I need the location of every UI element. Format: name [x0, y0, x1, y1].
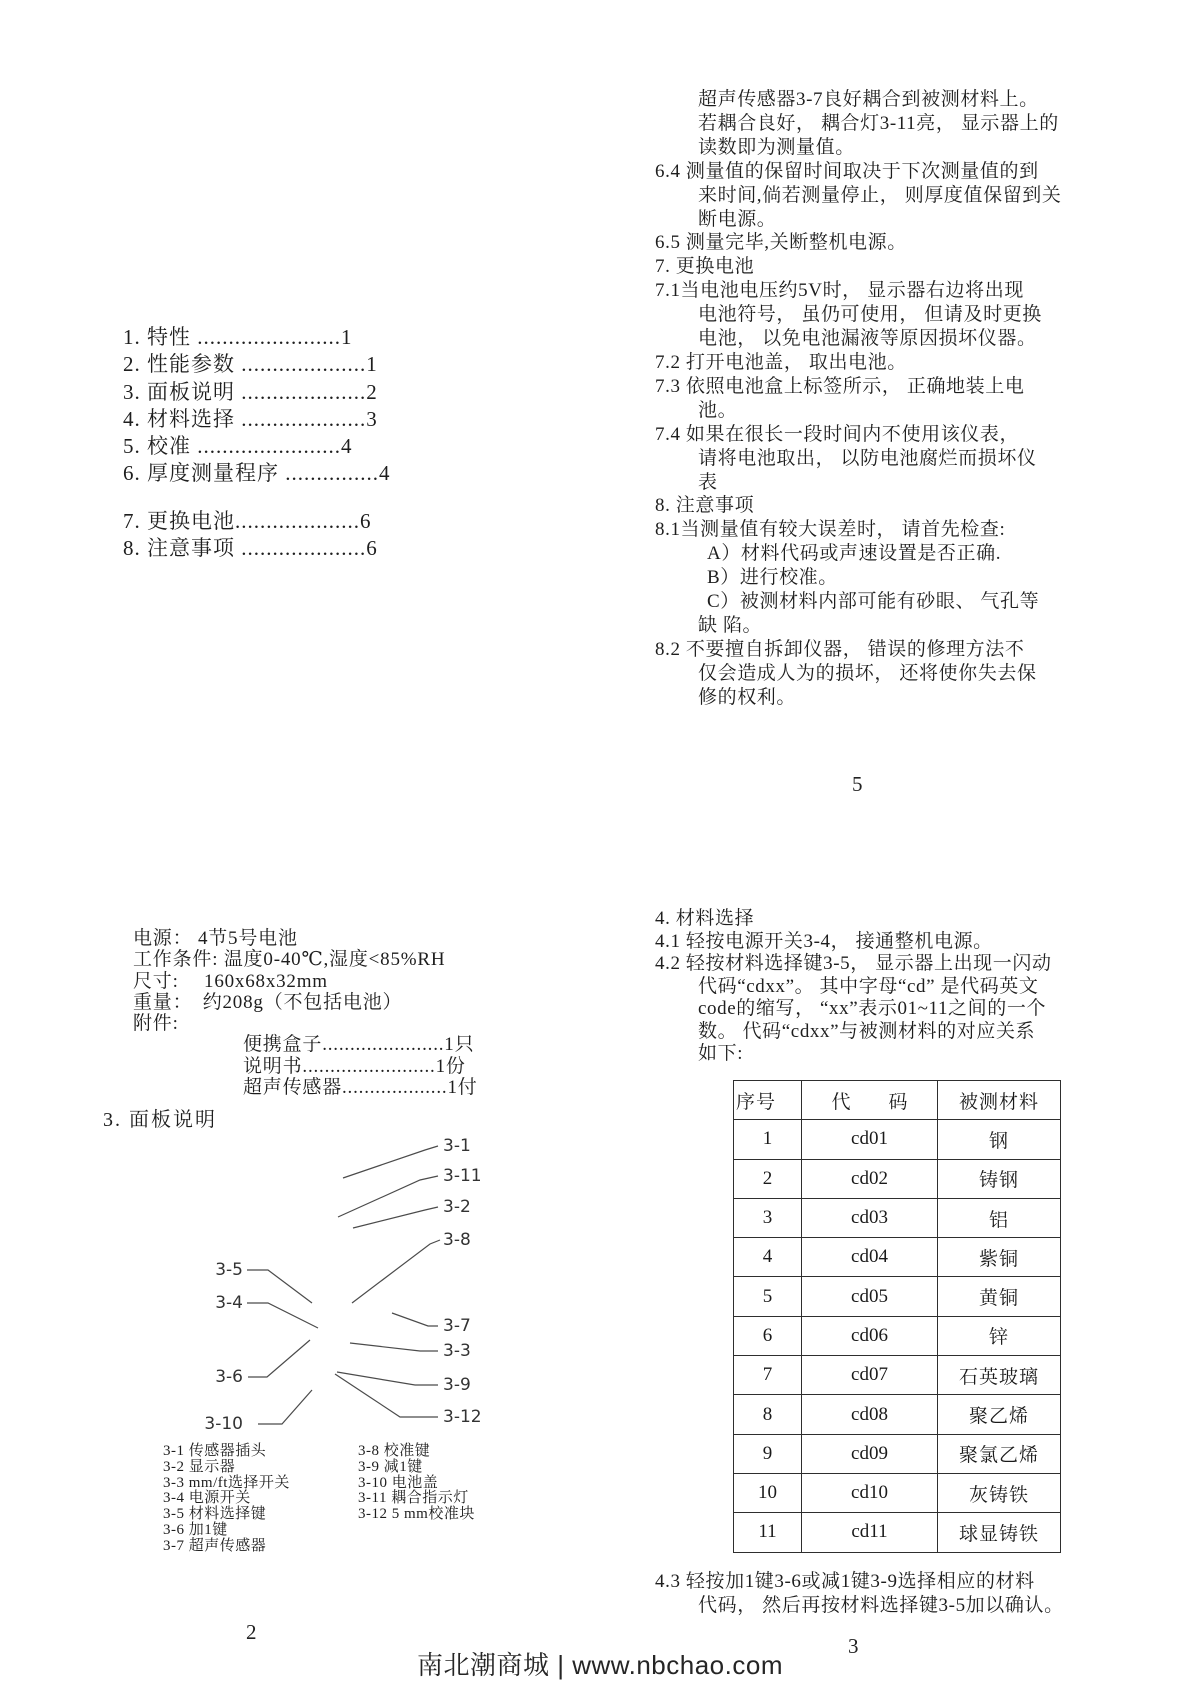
callout-line	[392, 1313, 438, 1326]
toc-item: 1. 特性 .......................1	[123, 325, 353, 349]
legend-item: 3-11 耦合指示灯	[358, 1490, 469, 1507]
header-serial: 序号	[734, 1081, 802, 1120]
callout-label: 3-12	[443, 1407, 482, 1427]
cell-serial: 2	[734, 1159, 802, 1198]
cell-material: 聚乙烯	[938, 1395, 1061, 1434]
text-line: 修的权利。	[698, 686, 797, 708]
text-line: 7. 更换电池	[655, 256, 755, 278]
text-line: B）进行校准。	[707, 567, 838, 589]
cell-serial: 10	[734, 1473, 802, 1512]
cell-material: 紫铜	[938, 1238, 1061, 1277]
cell-material: 铸钢	[938, 1159, 1061, 1198]
cell-serial: 7	[734, 1356, 802, 1395]
material-table-body	[734, 1120, 1061, 1552]
page-number-2: 2	[246, 1620, 257, 1644]
cell-serial: 9	[734, 1434, 802, 1473]
page3-text-block	[600, 908, 1070, 1066]
legend-item: 3-6 加1键	[163, 1521, 228, 1538]
text-line: 池。	[698, 399, 738, 421]
callout-line	[248, 1340, 310, 1377]
text-line: 读数即为测量值。	[698, 136, 855, 158]
spec-line: 附件:	[133, 1013, 179, 1035]
toc-group-1	[123, 324, 391, 488]
callout-line	[258, 1390, 312, 1424]
legend-item: 3-12 5 mm校准块	[358, 1506, 475, 1523]
cell-material: 灰铸铁	[938, 1473, 1061, 1512]
text-line: A）材料代码或声速设置是否正确.	[707, 543, 1002, 565]
legend-item: 3-9 减1键	[358, 1458, 423, 1475]
toc-item: 2. 性能参数 ....................1	[123, 352, 378, 377]
cell-serial: 6	[734, 1316, 802, 1355]
text-line: 表	[698, 471, 718, 493]
toc-group-2	[123, 508, 391, 563]
text-line: 7.3 依照电池盒上标签所示， 正确地装上电	[655, 375, 1025, 397]
cell-material: 黄铜	[938, 1277, 1061, 1316]
text-line: 缺 陷。	[698, 614, 763, 636]
toc-item: 5. 校准 .......................4	[123, 434, 353, 459]
panel-callout-diagram	[95, 1128, 515, 1446]
text-line: 若耦合良好， 耦合灯3-11亮， 显示器上的	[698, 112, 1059, 134]
table-row	[734, 1120, 1061, 1159]
callout-label: 3-6	[215, 1367, 243, 1387]
toc-item: 3. 面板说明 ....................2	[123, 379, 378, 404]
text-line: 请将电池取出， 以防电池腐烂而损坏仪	[698, 447, 1037, 469]
cell-material: 石英玻璃	[938, 1356, 1061, 1395]
text-line: 数。 代码“cdxx”与被测材料的对应关系	[698, 1020, 1036, 1042]
toc-item: 6. 厚度测量程序 ...............4	[123, 461, 391, 486]
material-code-table	[733, 1080, 1061, 1553]
material-table-header	[734, 1081, 1061, 1120]
spec-line: 尺寸: 160x68x32mm	[133, 970, 328, 992]
callout-line	[350, 1343, 438, 1351]
text-line: 8.1当测量值有较大误差时， 请首先检查:	[655, 519, 1006, 541]
spec-line: 电源： 4节5号电池	[133, 928, 298, 949]
text-line: 仅会造成人为的损坏， 还将使你失去保	[698, 662, 1037, 684]
toc-item: 8. 注意事项 ....................6	[123, 536, 378, 561]
table-row	[734, 1198, 1061, 1237]
cell-code: cd05	[802, 1277, 938, 1316]
callout-label: 3-4	[215, 1293, 243, 1313]
table-row	[734, 1159, 1061, 1198]
diagram-legend-left	[163, 1444, 290, 1555]
cell-material: 钢	[938, 1120, 1061, 1159]
cell-code: cd10	[802, 1473, 938, 1512]
legend-item: 3-3 mm/ft选择开关	[163, 1474, 290, 1491]
callout-label: 3-3	[443, 1341, 471, 1361]
text-line: 7.1当电池电压约5V时， 显示器右边将出现	[655, 280, 1024, 302]
callout-label: 3-8	[443, 1230, 471, 1250]
cell-material: 球显铸铁	[938, 1513, 1061, 1552]
callout-line	[247, 1270, 312, 1303]
cell-code: cd11	[802, 1513, 938, 1552]
callout-label: 3-5	[215, 1260, 243, 1280]
table-row	[734, 1316, 1061, 1355]
cell-material: 聚氯乙烯	[938, 1434, 1061, 1473]
cell-code: cd02	[802, 1159, 938, 1198]
callout-label: 3-7	[443, 1316, 471, 1336]
spec-line: 重量： 约208g（不包括电池）	[133, 991, 403, 1013]
section-heading-panel: 3. 面板说明	[103, 1109, 217, 1131]
cell-material: 锌	[938, 1316, 1061, 1355]
cell-code: cd09	[802, 1434, 938, 1473]
spec-line: 说明书........................1份	[243, 1055, 466, 1077]
cell-code: cd01	[802, 1120, 938, 1159]
cell-code: cd04	[802, 1238, 938, 1277]
cell-serial: 5	[734, 1277, 802, 1316]
cell-serial: 4	[734, 1238, 802, 1277]
spec-line: 工作条件: 温度0-40℃,湿度<85%RH	[133, 949, 446, 971]
page3-text-block-after-table	[600, 1570, 1070, 1617]
spec-block	[133, 928, 478, 1098]
text-line: 来时间,倘若测量停止， 则厚度值保留到关	[698, 184, 1062, 206]
toc-item: 4. 材料选择 ....................3	[123, 406, 378, 431]
header-material: 被测材料	[938, 1081, 1061, 1120]
page5-text-block	[600, 88, 1070, 710]
text-line: 8. 注意事项	[655, 495, 755, 517]
callout-line	[247, 1303, 318, 1328]
callout-line	[337, 1372, 438, 1385]
table-of-contents	[123, 324, 391, 562]
table-row	[734, 1238, 1061, 1277]
cell-serial: 1	[734, 1120, 802, 1159]
text-line: 4.2 轻按材料选择键3-5， 显示器上出现一闪动	[655, 953, 1052, 974]
table-row	[734, 1395, 1061, 1434]
table-row	[734, 1356, 1061, 1395]
text-line: 代码， 然后再按材料选择键3-5加以确认。	[698, 1594, 1064, 1616]
text-line: 如下:	[698, 1043, 744, 1064]
callout-label: 3-2	[443, 1197, 471, 1217]
legend-item: 3-8 校准键	[358, 1443, 431, 1459]
callout-label: 3-1	[443, 1136, 471, 1156]
header-code: 代 码	[802, 1081, 938, 1120]
site-watermark: 南北潮商城 | www.nbchao.com	[417, 1650, 783, 1680]
callout-line	[352, 1240, 440, 1303]
text-line: code的缩写， “xx”表示01~11之间的一个	[698, 998, 1047, 1019]
spec-line: 便携盒子......................1只	[243, 1034, 475, 1056]
callout-line	[353, 1207, 438, 1228]
callout-label: 3-10	[204, 1414, 243, 1434]
text-line: 代码“cdxx”。 其中字母“cd” 是代码英文	[698, 975, 1039, 997]
table-row	[734, 1473, 1061, 1512]
cell-code: cd07	[802, 1356, 938, 1395]
callout-label: 3-9	[443, 1375, 471, 1395]
text-line: 电池， 以免电池漏液等原因损坏仪器。	[698, 328, 1037, 350]
table-row	[734, 1513, 1061, 1552]
page-number-3: 3	[848, 1634, 859, 1658]
cell-code: cd08	[802, 1395, 938, 1434]
text-line: 7.2 打开电池盖， 取出电池。	[655, 351, 907, 373]
cell-serial: 8	[734, 1395, 802, 1434]
text-line: 4. 材料选择	[655, 908, 755, 929]
cell-material: 铝	[938, 1198, 1061, 1237]
legend-item: 3-10 电池盖	[358, 1474, 439, 1491]
text-line: 7.4 如果在很长一段时间内不使用该仪表，	[655, 423, 1020, 445]
text-line: 8.2 不要擅自拆卸仪器， 错误的修理方法不	[655, 638, 1025, 660]
cell-code: cd03	[802, 1198, 938, 1237]
text-line: 4.3 轻按加1键3-6或减1键3-9选择相应的材料	[655, 1571, 1035, 1592]
cell-serial: 3	[734, 1198, 802, 1237]
text-line: 断电源。	[698, 208, 777, 230]
text-line: 6.5 测量完毕,关断整机电源。	[655, 232, 907, 254]
callout-label: 3-11	[443, 1166, 482, 1186]
page-number-5: 5	[852, 772, 863, 796]
text-line: C）被测材料内部可能有砂眼、 气孔等	[707, 591, 1040, 613]
text-line: 超声传感器3-7良好耦合到被测材料上。	[698, 89, 1039, 110]
spec-line: 超声传感器...................1付	[243, 1077, 478, 1099]
text-line: 6.4 测量值的保留时间取决于下次测量值的到	[655, 160, 1039, 182]
table-row	[734, 1434, 1061, 1473]
diagram-legend-right	[358, 1444, 475, 1523]
legend-item: 3-4 电源开关	[163, 1490, 251, 1507]
table-row	[734, 1277, 1061, 1316]
toc-item: 7. 更换电池....................6	[123, 508, 372, 533]
cell-serial: 11	[734, 1513, 802, 1552]
legend-item: 3-5 材料选择键	[163, 1506, 267, 1523]
legend-item: 3-2 显示器	[163, 1458, 236, 1475]
text-line: 电池符号， 虽仍可使用， 但请及时更换	[698, 304, 1042, 326]
text-line: 4.1 轻按电源开关3-4， 接通整机电源。	[655, 930, 993, 952]
callout-line	[343, 1146, 438, 1178]
legend-item: 3-1 传感器插头	[163, 1443, 267, 1459]
legend-item: 3-7 超声传感器	[163, 1537, 267, 1554]
cell-code: cd06	[802, 1316, 938, 1355]
